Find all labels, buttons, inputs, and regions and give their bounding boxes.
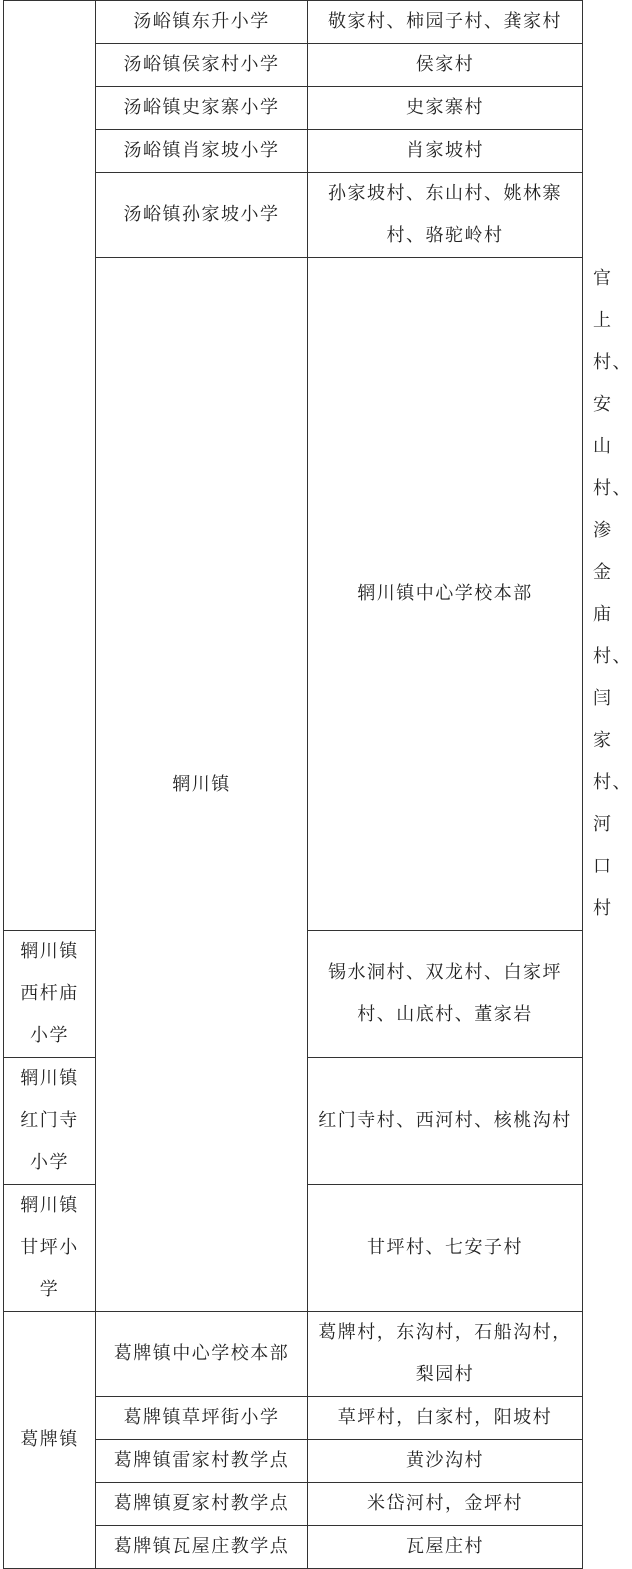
villages-cell: 敬家村、柿园子村、龚家村 <box>308 1 583 44</box>
villages-cell: 红门寺村、西河村、核桃沟村 <box>308 1058 583 1185</box>
town-cell <box>4 1 96 931</box>
table-row <box>4 1 583 44</box>
villages-cell: 孙家坡村、东山村、姚林寨村、骆驼岭村 <box>308 173 583 258</box>
villages-cell: 黄沙沟村 <box>308 1440 583 1483</box>
school-cell: 辋川镇中心学校本部 <box>308 258 583 931</box>
school-cell: 汤峪镇东升小学 <box>96 1 308 44</box>
school-district-table <box>3 0 632 1569</box>
school-cell: 葛牌镇草坪街小学 <box>96 1397 308 1440</box>
town-cell: 葛牌镇 <box>4 1312 96 1569</box>
villages-cell: 瓦屋庄村 <box>308 1526 583 1569</box>
school-cell: 辋川镇甘坪小学 <box>4 1185 96 1312</box>
school-cell: 辋川镇红门寺小学 <box>4 1058 96 1185</box>
school-cell: 汤峪镇侯家村小学 <box>96 44 308 87</box>
villages-cell: 侯家村 <box>308 44 583 87</box>
villages-cell: 史家寨村 <box>308 87 583 130</box>
villages-cell: 甘坪村、七安子村 <box>308 1185 583 1312</box>
school-cell: 辋川镇西杆庙小学 <box>4 931 96 1058</box>
school-cell: 葛牌镇瓦屋庄教学点 <box>96 1526 308 1569</box>
town-cell: 辋川镇 <box>96 258 308 1312</box>
table-row: 辋川镇 辋川镇中心学校本部 官上村、安山村、渗金庙村、闫家村、河口村 <box>4 258 583 931</box>
villages-cell: 葛牌村，东沟村，石船沟村，梨园村 <box>308 1312 583 1397</box>
villages-cell: 肖家坡村 <box>308 130 583 173</box>
table-row <box>4 1312 583 1397</box>
school-cell: 汤峪镇孙家坡小学 <box>96 173 308 258</box>
villages-cell: 草坪村，白家村，阳坡村 <box>308 1397 583 1440</box>
school-cell: 葛牌镇夏家村教学点 <box>96 1483 308 1526</box>
school-cell: 葛牌镇雷家村教学点 <box>96 1440 308 1483</box>
school-cell: 汤峪镇史家寨小学 <box>96 87 308 130</box>
villages-cell: 锡水洞村、双龙村、白家坪村、山底村、董家岩 <box>308 931 583 1058</box>
villages-cell: 米岱河村，金坪村 <box>308 1483 583 1526</box>
school-cell: 葛牌镇中心学校本部 <box>96 1312 308 1397</box>
school-cell: 汤峪镇肖家坡小学 <box>96 130 308 173</box>
